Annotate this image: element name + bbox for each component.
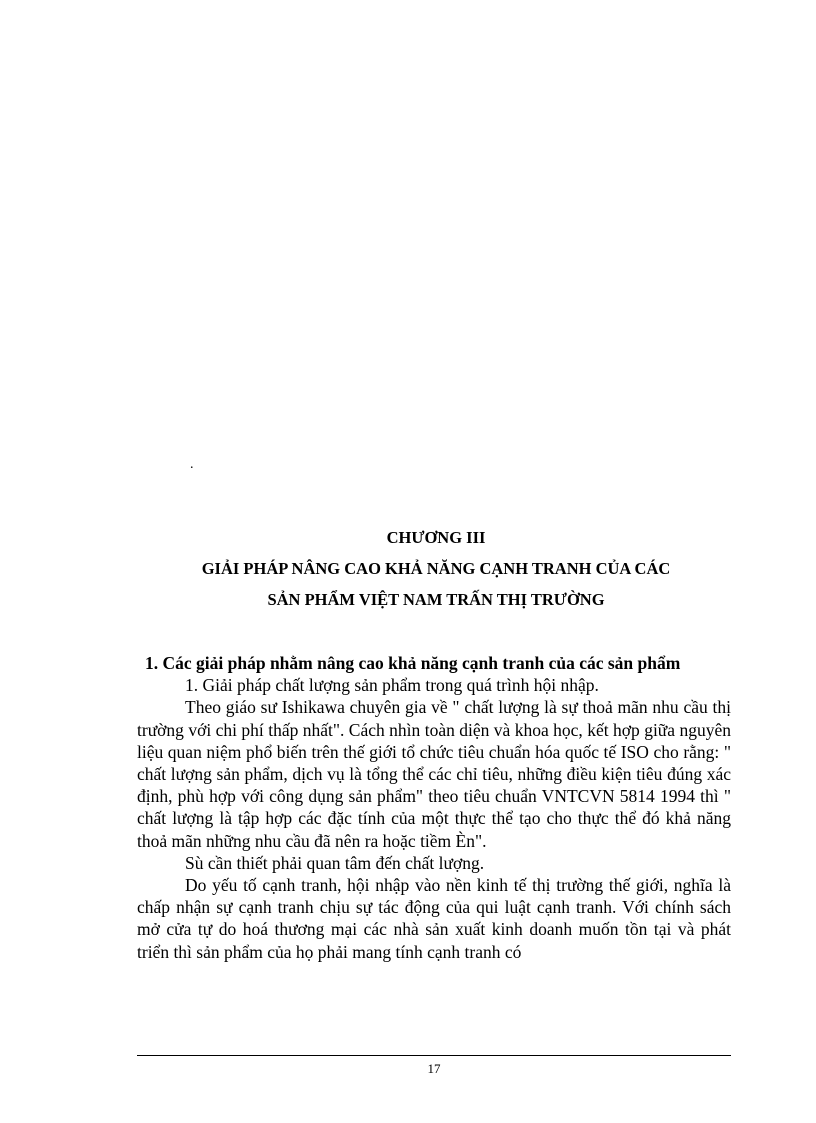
chapter-title-line-1: GIẢI PHÁP NÂNG CAO KHẢ NĂNG CẠNH TRANH CỦA CÁC <box>201 559 671 578</box>
chapter-label: CHƯƠNG III <box>386 528 486 547</box>
paragraph-competition: Do yếu tố cạnh tranh, hội nhập vào nền kinh tế thị trường thế giới, nghĩa là chấp nhận sự cạnh tranh chịu sự tác động của qui luật cạnh tranh. Với chính sách mở cửa tự do hoá thương mại các nhà sản xuất kinh doanh muốn tồn tại và phát triển thì sản phẩm của họ phải mang tính cạnh tranh có <box>137 875 731 962</box>
paragraph-definition: Theo giáo sư Ishikawa chuyên gia về " chất lượng là sự thoả mãn nhu cầu thị trường với chi phí thấp nhất". Cách nhìn toàn diện và khoa học, kết hợp giữa nguyên liệu quan niệm phổ biến trên thế giới tổ chức tiêu chuẩn hóa quốc tế ISO cho rằng: " chất lượng sản phẩm, dịch vụ là tổng thể các chỉ tiêu, những điều kiện tiêu đúng xác định, phù hợp với công dụng sản phẩm" theo tiêu chuẩn VNTCVN 5814 1994 thì " chất lượng là tập hợp các đặc tính của một thực thể tạo cho thực thể đó khả năng thoả mãn những nhu cầu đã nên ra hoặc tiềm Èn". <box>137 697 731 851</box>
stray-mark: . <box>190 457 194 472</box>
paragraph-necessity: Sù cần thiết phải quan tâm đến chất lượng. <box>185 852 485 873</box>
page-number: 17 <box>427 1061 441 1076</box>
chapter-title-line-2: SẢN PHẨM VIỆT NAM TRẤN THỊ TRƯỜNG <box>267 590 605 609</box>
subsection-heading: 1. Giải pháp chất lượng sản phẩm trong quá trình hội nhập. <box>185 675 599 696</box>
footer-divider <box>137 1055 731 1056</box>
chapter-header <box>120 522 752 615</box>
section-heading: 1. Các giải pháp nhằm nâng cao khả năng cạnh tranh của các sản phẩm <box>145 653 681 673</box>
body-text <box>137 652 731 963</box>
